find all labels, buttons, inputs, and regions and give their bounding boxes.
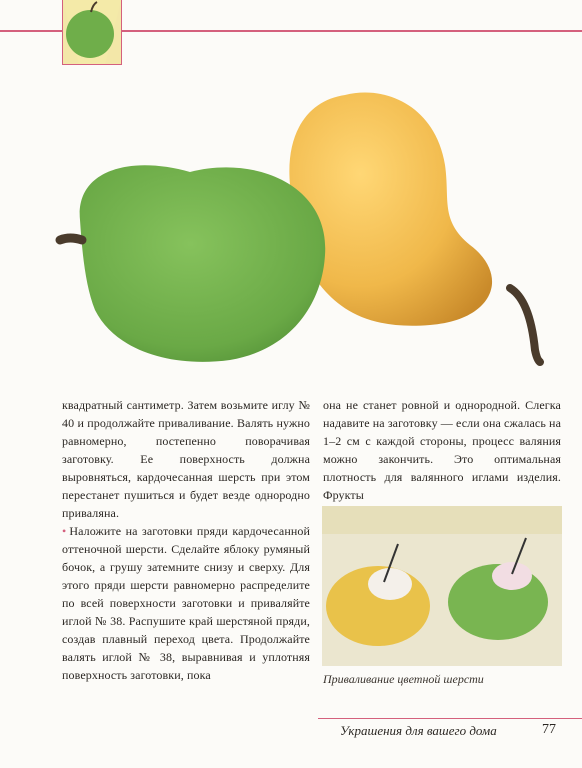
left-text-column xyxy=(62,396,310,684)
bullet-icon: • xyxy=(62,524,67,538)
pear xyxy=(289,93,492,326)
pear-stem xyxy=(510,288,540,362)
apple xyxy=(80,165,326,362)
hero-felted-fruits-image xyxy=(40,60,560,380)
page-number: 77 xyxy=(542,722,556,737)
thumbnail-apple xyxy=(62,0,122,65)
footer-rule xyxy=(318,718,582,719)
photo-caption: Приваливание цветной шерсти xyxy=(323,672,484,686)
bullet-paragraph xyxy=(62,522,310,684)
right-text-column xyxy=(323,396,561,504)
felting-photo xyxy=(322,506,562,666)
apple-stem xyxy=(60,238,82,240)
bullet-text: Наложите на заготовки пряди кардочесанной оттеночной шерсти. Сделайте яблоку румяный бочок, а грушу затемните снизу и сверху. Для этого пряди шерсти равномерно распределите по всей поверхности заготовки и приваляйте иглой № 38. Распушите край шерстяной пряди, создав плавный переход цвета. Продолжайте валять иглой № 38, выравнивая и уплотняя поверхность заготовки, пока xyxy=(62,524,310,682)
paragraph: квадратный сантиметр. Затем возьмите иглу № 40 и продолжайте приваливание. Валять нужно равномерно, постепенно поворачивая заготовку. Ее поверхность должна выровняться, кардочесанная шерсть при этом перестанет пушиться и будет везде однородно приваляна. xyxy=(62,398,310,520)
paragraph: она не станет ровной и однородной. Слегка надавите на заготовку — если она сжалась на 1–2 см с каждой стороны, процесс валяния можно закончить. Это оптимальная плотность для валянного иглами изделия. Фрукты xyxy=(323,398,561,502)
footer-section-title: Украшения для вашего дома xyxy=(340,723,497,738)
